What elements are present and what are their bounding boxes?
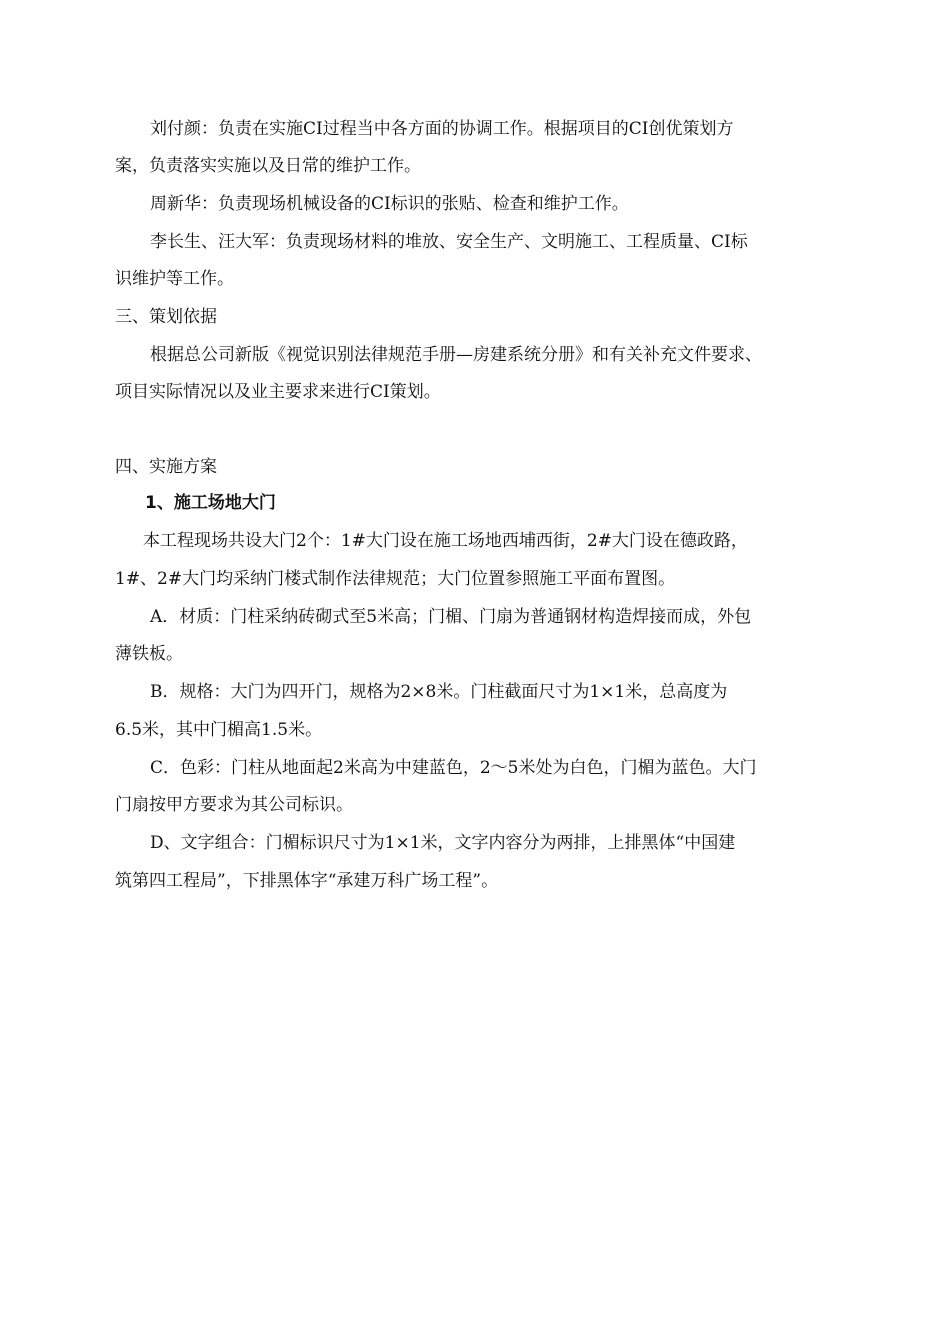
- text-line: B．规格：大门为四开门，规格为2×8米。门柱截面尺寸为1×1米，总高度为: [150, 682, 728, 702]
- text-line: A．材质：门柱采纳砖砌式至5米高；门楣、门扇为普通钢材构造焊接而成，外包: [150, 607, 752, 627]
- text-line: 案，负责落实实施以及日常的维护工作。: [115, 156, 421, 176]
- text-line: 薄铁板。: [115, 644, 183, 664]
- text-line: 周新华：负责现场机械设备的CI标识的张贴、检查和维护工作。: [150, 194, 629, 214]
- text-line: 1#、2#大门均采纳门楼式制作法律规范；大门位置参照施工平面布置图。: [115, 569, 676, 589]
- section-heading: 三、策划依据: [115, 307, 217, 327]
- text-line: 根据总公司新版《视觉识别法律规范手册—房建系统分册》和有关补充文件要求、: [150, 345, 762, 365]
- text-line: 识维护等工作。: [115, 269, 234, 289]
- text-line: 本工程现场共设大门2个：1#大门设在施工场地西埔西街，2#大门设在德政路，: [143, 531, 748, 551]
- subsection-heading: 1、施工场地大门: [145, 493, 276, 513]
- text-line: D、文字组合：门楣标识尺寸为1×1米，文字内容分为两排，上排黑体“中国建: [150, 833, 736, 853]
- section-heading: 四、实施方案: [115, 457, 217, 477]
- text-line: 6.5米，其中门楣高1.5米。: [115, 720, 323, 740]
- text-line: 李长生、汪大军：负责现场材料的堆放、安全生产、文明施工、工程质量、CI标: [150, 232, 748, 252]
- text-line: 刘付颜：负责在实施CI过程当中各方面的协调工作。根据项目的CI创优策划方: [150, 119, 734, 139]
- text-line: 筑第四工程局”，下排黑体字“承建万科广场工程”。: [115, 871, 499, 891]
- text-line: C．色彩：门柱从地面起2米高为中建蓝色，2～5米处为白色，门楣为蓝色。大门: [150, 758, 757, 778]
- text-line: 项目实际情况以及业主要求来进行CI策划。: [115, 382, 441, 402]
- text-line: 门扇按甲方要求为其公司标识。: [115, 795, 353, 815]
